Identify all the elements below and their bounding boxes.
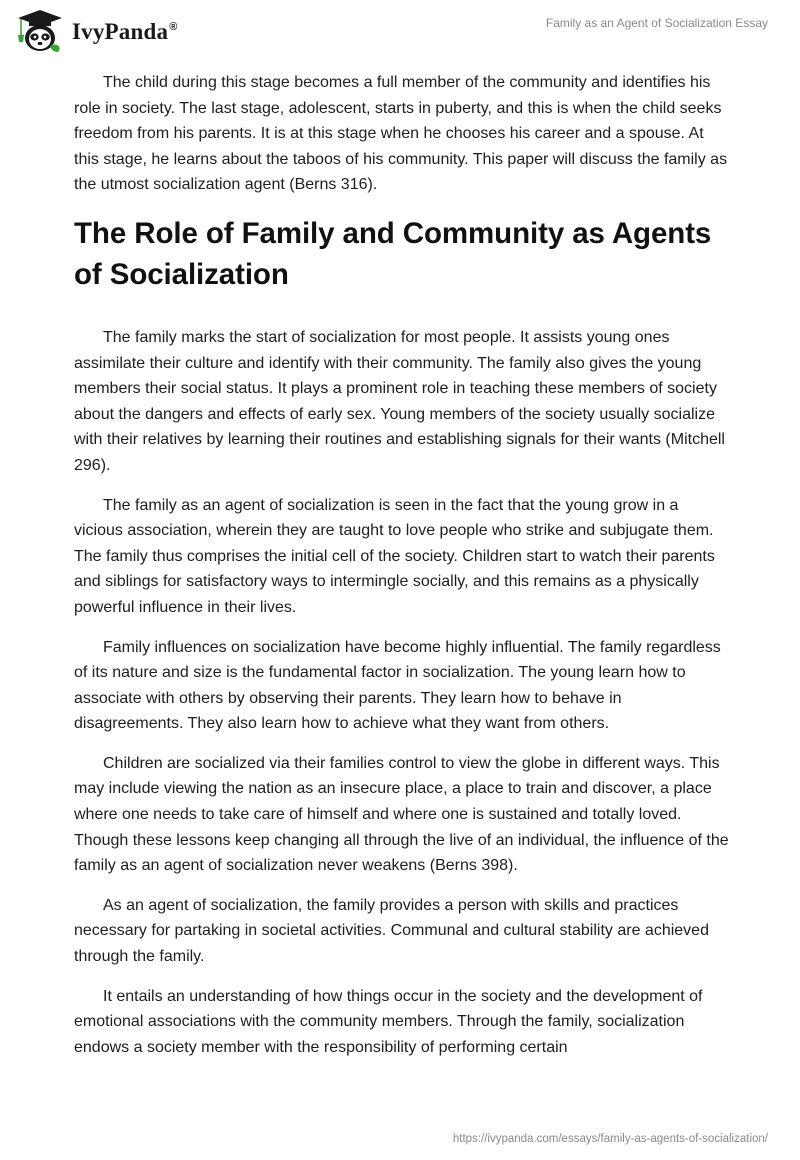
ivypanda-logo[interactable] [14,8,178,54]
body-paragraph: The family as an agent of socialization is seen in the fact that the young grow in a vicious association, wherein they are taught to love people who strike and subjugate them. The family thus comprises the initial cell of the society. Children start to watch their parents and siblings for satisfactory ways to intermingle socially, and this remains as a physically powerful influence in their lives. [74,496,715,616]
body-paragraph: Children are socialized via their families control to view the globe in different ways. This may include viewing the nation as an insecure place, a place to train and discover, a place where one needs to take care of himself and where one is sustained and totally loved. Though these lessons keep changing all through the live of an individual, the influence of the family as an agent of socialization never weakens (Berns 398). [74,754,729,875]
body-paragraph: The family marks the start of socialization for most people. It assists young ones assimilate their culture and identify with their community. The family also gives the young members their social status. It plays a prominent role in teaching these members of society about the dangers and effects of early sex. Young members of the society usually socialize with their relatives by learning their routines and establishing signals for their wants (Mitchell 296). [74,328,725,474]
intro-paragraph: The child during this stage becomes a full member of the community and identifies his role in society. The last stage, adolescent, starts in puberty, and this is when the child seeks freedom from his parents. It is at this stage when he chooses his career and a spouse. At this stage, he learns about the taboos of his community. This paper will discuss the family as the utmost socialization agent (Berns 316). [74,74,728,194]
footer-source-url[interactable]: https://ivypanda.com/essays/family-as-agents-of-socialization/ [452,1133,768,1145]
body-paragraph: Family influences on socialization have become highly influential. The family regardless of its nature and size is the fundamental factor in socialization. The young learn how to associate with others by observing their parents. They learn how to behave in disagreements. They also learn how to achieve what they want from others. [74,638,721,733]
page-header [0,0,800,60]
body-paragraph: It entails an understanding of how things occur in the society and the development of emotional associations with the community members. Through the family, socialization endows a society member with the responsibility of performing certain [74,987,703,1056]
logo-wordmark: IvyPanda® [72,19,178,44]
panda-logo-icon [14,8,66,54]
section-heading: The Role of Family and Community as Agents of Socialization [74,216,712,291]
essay-content [74,70,729,1074]
document-title: Family as an Agent of Socialization Essay [545,16,768,30]
body-paragraph: As an agent of socialization, the family provides a person with skills and practices necessary for partaking in societal activities. Communal and cultural stability are achieved through the family. [74,896,709,966]
